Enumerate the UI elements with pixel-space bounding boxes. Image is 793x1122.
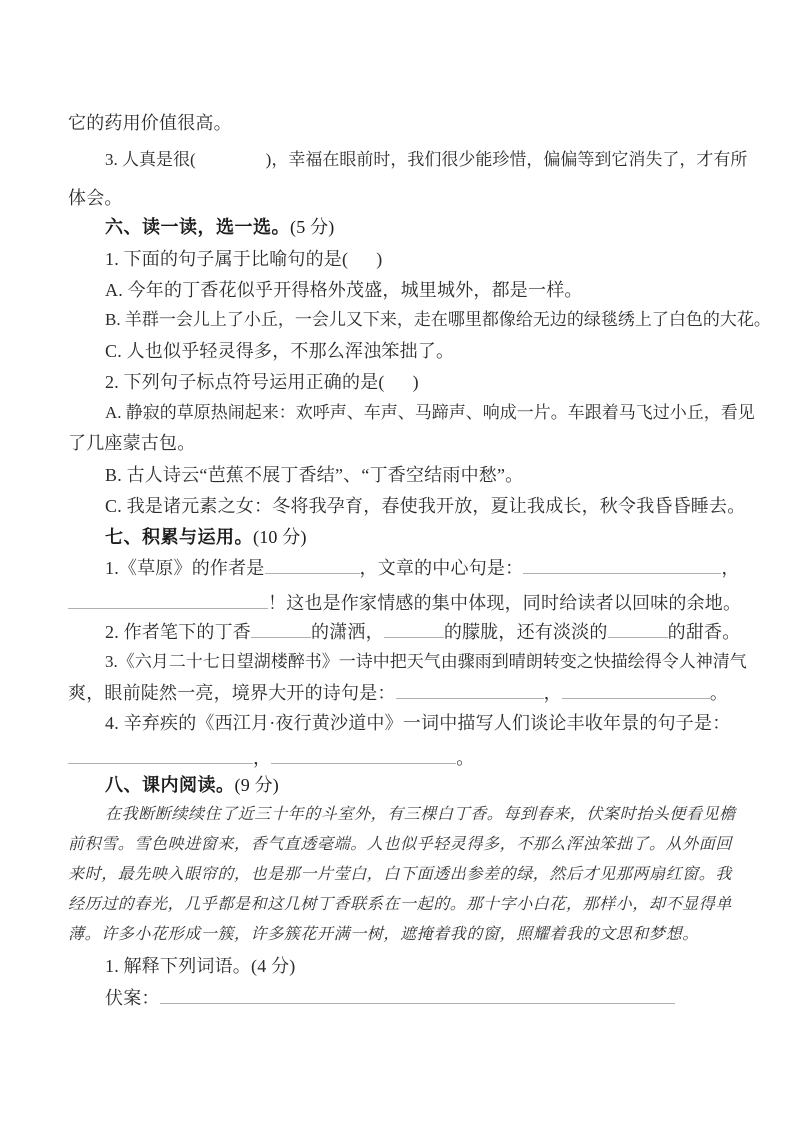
s7-q2-pre: 2. 作者笔下的丁香 bbox=[105, 622, 251, 642]
text-line bbox=[68, 712, 793, 734]
intro-q3-cont: 体会。 bbox=[68, 188, 123, 208]
answer-blank bbox=[608, 622, 668, 638]
answer-blank bbox=[384, 622, 444, 638]
s6-q1-option-a: A. 今年的丁香花似乎开得格外茂盛，城里城外，都是一样。 bbox=[105, 280, 583, 300]
answer-blank bbox=[68, 748, 253, 764]
intro-q3-post: )，幸福在眼前时，我们很少能珍惜，偏偏等到它消失了，才有所 bbox=[265, 150, 748, 169]
text-line bbox=[68, 557, 793, 579]
section-eight-score: (9 分) bbox=[234, 775, 279, 795]
answer-blank bbox=[251, 622, 311, 638]
answer-blank bbox=[265, 558, 360, 574]
text-line bbox=[68, 955, 793, 977]
text-line bbox=[68, 371, 793, 393]
option-c bbox=[68, 340, 793, 362]
intro-line1: 它的药用价值很高。 bbox=[68, 113, 232, 133]
s6-q2-post: ) bbox=[412, 372, 419, 392]
option-b bbox=[68, 464, 793, 486]
text-line bbox=[68, 149, 793, 171]
passage-text: 来时，最先映入眼帘的，也是那一片莹白，白下面透出参差的绿，然后才见那两扇红窗。我 bbox=[68, 866, 733, 883]
section-six-score: (5 分) bbox=[290, 217, 335, 237]
answer-blank bbox=[396, 683, 544, 699]
answer-blank bbox=[271, 748, 456, 764]
s7-q2-s2: 的朦胧，还有淡淡的 bbox=[443, 622, 608, 642]
passage-line bbox=[68, 864, 758, 886]
text-line bbox=[68, 112, 758, 134]
s7-q4-comma: ， bbox=[253, 748, 272, 768]
intro-q3-pre: 3. 人真是很( bbox=[105, 150, 196, 169]
s6-q2-option-c: C. 我是诸元素之女：冬将我孕育，春使我开放，夏让我成长，秋令我昏昏睡去。 bbox=[105, 496, 746, 516]
s6-q2-option-b: B. 古人诗云“芭蕉不展丁香结”、“丁香空结雨中愁”。 bbox=[105, 465, 524, 485]
passage-text: 在我断断续续住了近三十年的斗室外，有三棵白丁香。每到春来，伏案时抬头便看见檐 bbox=[105, 806, 736, 823]
s6-q1-option-c: C. 人也似乎轻灵得多，不那么浑浊笨拙了。 bbox=[105, 341, 455, 361]
text-line bbox=[68, 592, 758, 614]
passage-line bbox=[68, 894, 758, 916]
text-line bbox=[68, 987, 793, 1009]
s8-q1: 1. 解释下列词语。(4 分) bbox=[105, 956, 296, 976]
section-eight-header bbox=[68, 774, 793, 796]
s7-q1-mid: ，文章的中心句是： bbox=[359, 558, 524, 578]
s7-q2-s3: 的甜香。 bbox=[667, 622, 741, 642]
s7-q3-comma: ， bbox=[543, 683, 562, 703]
section-six-header bbox=[68, 216, 793, 238]
s7-q3-pre: 爽，眼前陡然一亮，境界大开的诗句是： bbox=[68, 683, 396, 703]
section-six-title: 六、读一读，选一选。 bbox=[105, 217, 290, 237]
s6-q1-option-b: B. 羊群一会儿上了小丘，一会儿又下来，走在哪里都像给无边的绿毯绣上了白色的大花。 bbox=[105, 310, 771, 329]
answer-blank bbox=[160, 988, 675, 1004]
section-eight-title: 八、课内阅读。 bbox=[105, 775, 235, 795]
section-seven-score: (10 分) bbox=[253, 527, 307, 547]
answer-blank bbox=[68, 593, 268, 609]
s7-q3-period: 。 bbox=[709, 683, 729, 703]
s8-term1: 伏案： bbox=[105, 988, 160, 1008]
text-line bbox=[68, 187, 758, 209]
text-line bbox=[68, 621, 793, 643]
s6-q2-option-a-line2: 了几座蒙古包。 bbox=[68, 433, 196, 453]
text-line bbox=[68, 651, 793, 673]
section-seven-header bbox=[68, 526, 793, 548]
passage-line bbox=[68, 834, 758, 856]
s7-q1-cont: ！这也是作家情感的集中体现，同时给读者以回味的余地。 bbox=[268, 593, 742, 613]
s6-q2-pre: 2. 下列句子标点符号运用正确的是( bbox=[105, 372, 385, 392]
passage-text: 前积雪。雪色映进窗来，香气直透毫端。人也似乎轻灵得多，不那么浑浊笨拙了。从外面回 bbox=[68, 836, 733, 853]
text-line bbox=[68, 248, 793, 270]
passage-text: 薄。许多小花形成一簇，许多簇花开满一树，遮掩着我的窗，照耀着我的文思和梦想。 bbox=[68, 926, 699, 943]
passage-text: 经历过的春光，几乎都是和这几树丁香联系在一起的。那十字小白花，那样小，却不显得单 bbox=[68, 896, 733, 913]
text-line bbox=[68, 747, 758, 769]
s7-q4-period: 。 bbox=[456, 748, 475, 768]
s6-q1-post: ) bbox=[376, 249, 383, 269]
s7-q2-s1: 的潇洒， bbox=[311, 622, 384, 642]
option-a bbox=[68, 402, 793, 424]
s7-q1-comma: ， bbox=[721, 558, 740, 578]
option-c bbox=[68, 495, 793, 517]
answer-blank bbox=[523, 558, 721, 574]
section-seven-title: 七、积累与运用。 bbox=[105, 527, 253, 547]
s7-q3-line1: 3.《六月二十七日望湖楼醉书》一诗中把天气由骤雨到晴朗转变之快描绘得令人神清气 bbox=[105, 652, 747, 671]
text-line bbox=[68, 432, 758, 454]
option-a bbox=[68, 279, 793, 301]
passage-line bbox=[68, 804, 793, 826]
answer-blank bbox=[562, 683, 710, 699]
passage-line bbox=[68, 924, 758, 946]
option-b bbox=[68, 309, 793, 331]
text-line bbox=[68, 682, 758, 704]
s7-q4-line1: 4. 辛弃疾的《西江月·夜行黄沙道中》一词中描写人们谈论丰收年景的句子是： bbox=[105, 713, 731, 733]
s6-q1-pre: 1. 下面的句子属于比喻句的是( bbox=[105, 249, 349, 269]
s7-q1-pre: 1.《草原》的作者是 bbox=[105, 558, 265, 578]
s6-q2-option-a-line1: A. 静寂的草原热闹起来：欢呼声、车声、马蹄声、响成一片。车跟着马飞过小丘，看见 bbox=[105, 403, 755, 422]
